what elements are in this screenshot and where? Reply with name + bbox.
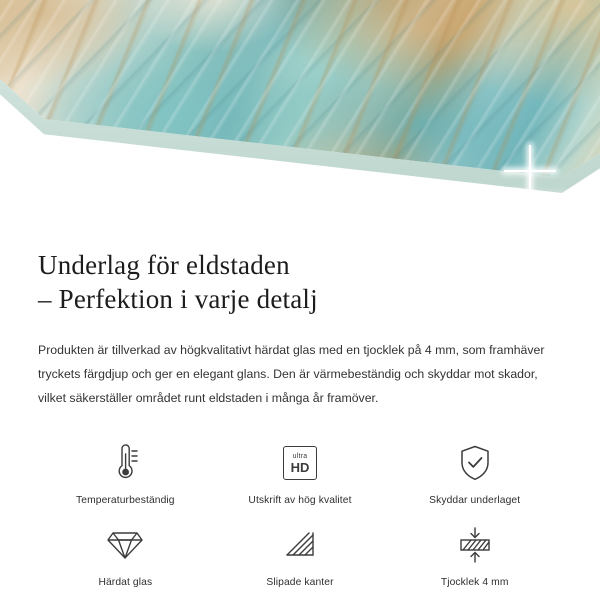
feature-label: Skyddar underlaget bbox=[429, 495, 521, 506]
product-description: Produkten är tillverkad av högkvalitativt härdat glas med en tjocklek på 4 mm, som framhäver tryckets färgdjup och ger en elegant glans. Den är värmebeständig och skyddar mot skador, vilket säkerställer området runt eldstaden i många år framöver. bbox=[38, 343, 545, 405]
diamond-icon bbox=[104, 522, 146, 568]
feature-temperature-resistant bbox=[38, 440, 213, 506]
ultra-hd-badge-top: ultra bbox=[292, 452, 308, 460]
feature-label: Utskrift av hög kvalitet bbox=[248, 495, 352, 506]
feature-protects-surface bbox=[387, 440, 562, 506]
hero-image bbox=[0, 0, 600, 232]
ultra-hd-badge-bottom: HD bbox=[290, 459, 310, 475]
polished-edges-icon bbox=[279, 522, 321, 568]
page-title bbox=[38, 248, 562, 316]
feature-tempered-glass bbox=[38, 522, 213, 588]
hero-bottom-fade bbox=[0, 186, 600, 232]
feature-label: Slipade kanter bbox=[266, 577, 334, 588]
feature-high-quality-print bbox=[213, 440, 388, 506]
feature-polished-edges bbox=[213, 522, 388, 588]
feature-grid bbox=[38, 440, 562, 588]
feature-thickness-4mm bbox=[387, 522, 562, 588]
feature-label: Tjocklek 4 mm bbox=[440, 577, 509, 588]
thermometer-icon bbox=[105, 440, 145, 486]
feature-label: Temperaturbeständig bbox=[76, 495, 175, 506]
shield-check-icon bbox=[455, 440, 495, 486]
feature-label: Härdat glas bbox=[98, 577, 153, 588]
page-title-line-2: – Perfektion i varje detalj bbox=[38, 284, 318, 314]
content-area bbox=[0, 248, 600, 588]
thickness-4mm-icon bbox=[454, 522, 496, 568]
page-title-line-1: Underlag för eldstaden bbox=[38, 250, 290, 280]
ultra-hd-icon bbox=[283, 440, 317, 486]
